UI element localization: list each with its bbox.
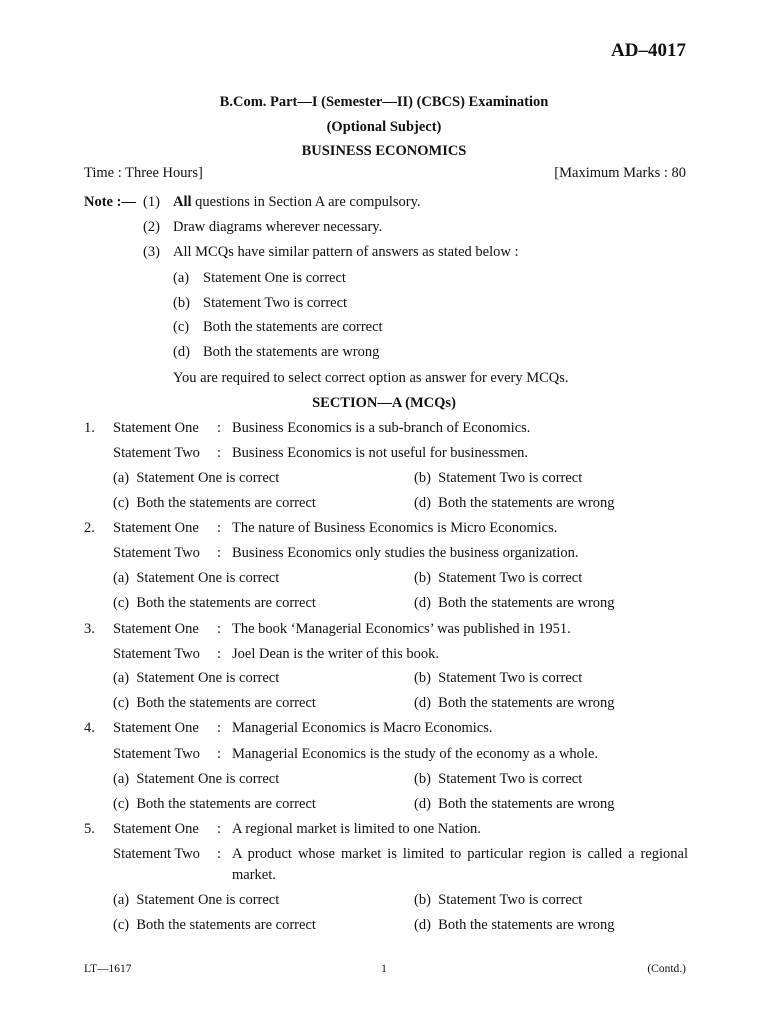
note-text: All MCQs have similar pattern of answers as stated below : (173, 244, 519, 260)
option-c (113, 595, 316, 612)
option-letter: (d) (414, 595, 431, 611)
option-text: Both the statements are correct (136, 595, 316, 611)
statement-two-label: Statement Two (113, 646, 200, 662)
statement-two-text: Business Economics only studies the business organization. (232, 545, 579, 561)
option-text: Statement One is correct (136, 470, 280, 486)
option-letter: (a) (113, 670, 130, 686)
option-letter: (c) (113, 495, 130, 511)
statement-two-text: A product whose market is limited to particular region is called a regional (232, 846, 688, 862)
option-text: Both the statements are wrong (438, 695, 615, 711)
statement-two-continuation: market. (232, 867, 276, 883)
colon: : (217, 445, 222, 461)
pattern-option-letter: (c) (173, 319, 190, 335)
colon: : (217, 746, 222, 762)
question-number: 2. (84, 520, 95, 536)
option-text: Both the statements are wrong (438, 595, 615, 611)
option-letter: (b) (414, 771, 431, 787)
statement-one-label: Statement One (113, 821, 199, 837)
statement-one-text: Business Economics is a sub-branch of Economics. (232, 420, 531, 436)
colon: : (217, 420, 222, 436)
note-number: (2) (143, 219, 160, 235)
footer-code: LT—1617 (84, 963, 132, 975)
colon: : (217, 520, 222, 536)
option-c (113, 695, 316, 712)
option-letter: (b) (414, 892, 431, 908)
pattern-option-letter: (b) (173, 295, 190, 311)
option-d (414, 796, 615, 813)
statement-one-label: Statement One (113, 420, 199, 436)
option-d (414, 917, 615, 934)
option-letter: (b) (414, 470, 431, 486)
optional-subject: (Optional Subject) (326, 119, 442, 135)
exam-title: B.Com. Part—I (Semester—II) (CBCS) Examination (219, 94, 549, 110)
option-text: Statement One is correct (136, 771, 280, 787)
colon: : (217, 646, 222, 662)
colon: : (217, 621, 222, 637)
option-text: Statement Two is correct (438, 570, 583, 586)
option-b (414, 670, 582, 687)
option-c (113, 917, 316, 934)
statement-two-label: Statement Two (113, 846, 200, 862)
option-letter: (c) (113, 796, 130, 812)
statement-one-label: Statement One (113, 520, 199, 536)
colon: : (217, 720, 222, 736)
option-b (414, 570, 582, 587)
option-letter: (c) (113, 917, 130, 933)
question-number: 3. (84, 621, 95, 637)
question-number: 5. (84, 821, 95, 837)
statement-one-label: Statement One (113, 621, 199, 637)
option-letter: (c) (113, 695, 130, 711)
option-a (113, 470, 279, 487)
option-text: Both the statements are correct (136, 495, 316, 511)
option-letter: (a) (113, 771, 130, 787)
option-text: Statement Two is correct (438, 771, 583, 787)
option-letter: (a) (113, 892, 130, 908)
option-text: Both the statements are wrong (438, 495, 615, 511)
option-b (414, 771, 582, 788)
option-text: Statement Two is correct (438, 670, 583, 686)
note-text: Draw diagrams wherever necessary. (173, 219, 383, 235)
option-text: Both the statements are correct (136, 796, 316, 812)
option-letter: (d) (414, 796, 431, 812)
option-letter: (a) (113, 470, 130, 486)
note-bold-word: All (173, 194, 192, 210)
statement-one-label: Statement One (113, 720, 199, 736)
instruction-text: You are required to select correct option as answer for every MCQs. (173, 370, 569, 386)
option-text: Both the statements are correct (136, 917, 316, 933)
colon: : (217, 846, 222, 862)
option-a (113, 771, 279, 788)
pattern-option-text: Statement One is correct (203, 270, 346, 286)
statement-two-text: Business Economics is not useful for businessmen. (232, 445, 529, 461)
statement-two-label: Statement Two (113, 746, 200, 762)
option-a (113, 892, 279, 909)
statement-two-label: Statement Two (113, 545, 200, 561)
question-number: 4. (84, 720, 95, 736)
option-letter: (b) (414, 670, 431, 686)
statement-two-label: Statement Two (113, 445, 200, 461)
option-text: Statement Two is correct (438, 892, 583, 908)
option-letter: (c) (113, 595, 130, 611)
colon: : (217, 545, 222, 561)
option-d (414, 595, 615, 612)
pattern-option-text: Statement Two is correct (203, 295, 348, 311)
section-title: SECTION—A (MCQs) (312, 395, 456, 411)
option-text: Statement One is correct (136, 892, 280, 908)
statement-two-text: Joel Dean is the writer of this book. (232, 646, 439, 662)
subject-title: BUSINESS ECONOMICS (301, 143, 467, 159)
maximum-marks: [Maximum Marks : 80 (554, 165, 686, 181)
paper-code: AD–4017 (611, 40, 686, 61)
note-number: (1) (143, 194, 160, 210)
option-a (113, 670, 279, 687)
statement-one-text: The nature of Business Economics is Micro Economics. (232, 520, 558, 536)
colon: : (217, 821, 222, 837)
option-text: Both the statements are wrong (438, 796, 615, 812)
continued-label: (Contd.) (647, 963, 686, 975)
note-text-rest: questions in Section A are compulsory. (195, 194, 421, 210)
pattern-option-text: Both the statements are wrong (203, 344, 380, 360)
pattern-option-letter: (d) (173, 344, 190, 360)
question-number: 1. (84, 420, 95, 436)
option-text: Statement Two is correct (438, 470, 583, 486)
option-text: Statement One is correct (136, 570, 280, 586)
option-b (414, 470, 582, 487)
option-a (113, 570, 279, 587)
option-letter: (d) (414, 495, 431, 511)
note-label: Note :— (84, 194, 136, 210)
note-number: (3) (143, 244, 160, 260)
option-text: Both the statements are wrong (438, 917, 615, 933)
statement-one-text: The book ‘Managerial Economics’ was published in 1951. (232, 621, 571, 637)
pattern-option-letter: (a) (173, 270, 190, 286)
option-c (113, 495, 316, 512)
option-letter: (a) (113, 570, 130, 586)
page-number: 1 (381, 963, 387, 975)
option-d (414, 695, 615, 712)
option-text: Statement One is correct (136, 670, 280, 686)
option-letter: (d) (414, 695, 431, 711)
statement-one-text: Managerial Economics is Macro Economics. (232, 720, 493, 736)
option-text: Both the statements are correct (136, 695, 316, 711)
option-d (414, 495, 615, 512)
time-allowed: Time : Three Hours] (84, 165, 203, 181)
option-letter: (d) (414, 917, 431, 933)
statement-two-text: Managerial Economics is the study of the economy as a whole. (232, 746, 599, 762)
note-text (173, 194, 421, 211)
statement-one-text: A regional market is limited to one Nation. (232, 821, 481, 837)
pattern-option-text: Both the statements are correct (203, 319, 383, 335)
option-b (414, 892, 582, 909)
option-letter: (b) (414, 570, 431, 586)
option-c (113, 796, 316, 813)
